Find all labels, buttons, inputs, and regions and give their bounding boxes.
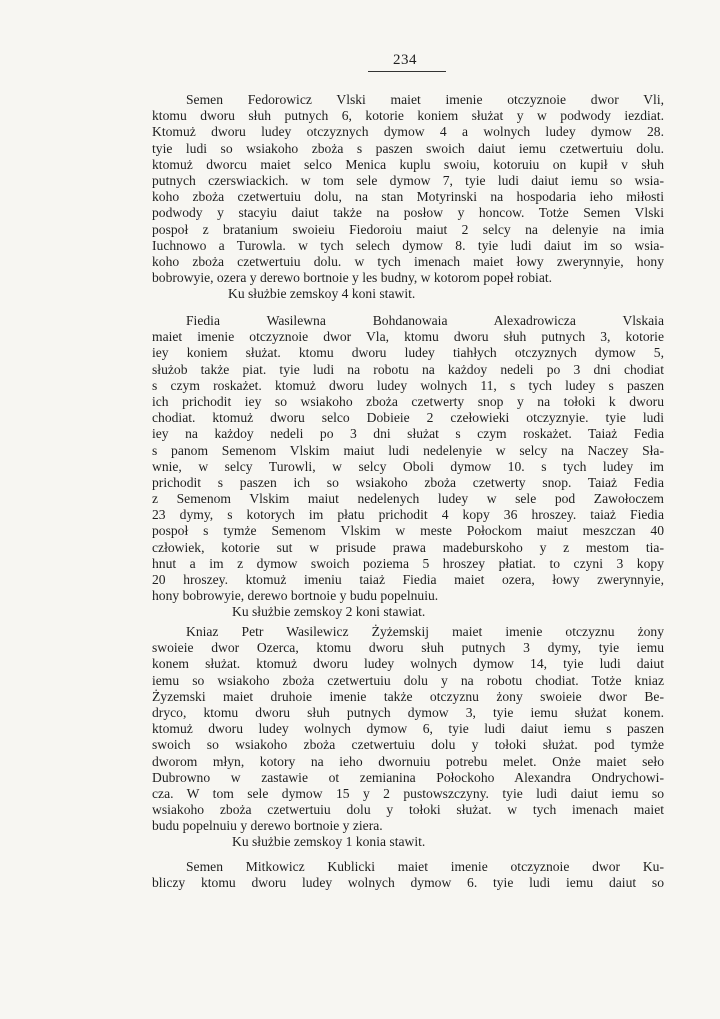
service-line: Ku służbie zemskoy 2 koni stawiat. — [232, 604, 426, 620]
text-line: ktomuż dworu ludey wolnych dymow 6, tyie ludi daiut iemu s paszen — [152, 721, 664, 737]
text-line: konem służat. ktomuż dworu ludey wolnych dymow 14, tyie ludi daiut — [152, 656, 664, 672]
text-line: koho zboża czetwertuiu dolu. w tych imenach maiet łowy zwerynnyie, hony — [152, 253, 664, 269]
text-line: Kniaz Petr Wasilewicz Żyżemskij maiet imenie otczyznu żony — [186, 624, 664, 639]
page-number: 234 — [393, 52, 417, 68]
text-line: iey koniem służat. ktomu dworu ludey tiahłych otczyznych dymow 5, — [152, 345, 664, 361]
text-line: koho zboża czetwertuiu dolu, na stan Motyrinski na hospodaria ieho miłosti — [152, 189, 664, 205]
text-line: Fiedia Wasilewna Bohdanowaia Alexadrowicza Vlskaia — [186, 313, 664, 328]
text-line: 23 dymy, s kotorych im płatu prichodit 4 kopy 36 hroszey. taiaż Fiedia — [152, 507, 664, 523]
text-line: iey na każdoy nedeli po 3 dni służat s czym roskażet. Taiaż Fedia — [152, 426, 664, 442]
text-line: Dubrowno w zastawie ot zemianina Połockoho Alexandra Ondrychowi- — [152, 769, 664, 785]
service-line: Ku służbie zemskoy 1 konia stawit. — [232, 834, 426, 850]
text-line: swoieie dwor Ozerca, ktomu dworu słuh putnych 3 dymy, tyie iemu — [152, 640, 664, 656]
text-line: pospoł z bratanium swoieiu Fiedoroiu maiut 2 selcy na delenyie na imia — [152, 221, 664, 237]
text-line: s panom Semenom Vlskim maiut ludi nedelenyie w selcy na Naczey Sła- — [152, 442, 664, 458]
text-line: służob także piat. tyie ludi na robotu na każdoy nedeli po 3 dni chodiat — [152, 361, 664, 377]
text-line: putnych czerswiackich. w tom sele dymow 7, tyie ludi daiut iemu so wsia- — [152, 172, 664, 188]
text-line: bliczy ktomu dworu ludey wolnych dymow 6. tyie ludi iemu daiut so — [152, 875, 664, 891]
text-line: swoich so wsiakoho zboża czetwertuiu dolu y tołoki służat. pod tymże — [152, 737, 664, 753]
text-line: chodiat. ktomuż dworu selco Dobieie 2 czełowieki otczyznyie. tyie ludi — [152, 410, 664, 426]
text-line: tyie ludi so wsiakoho zboża s paszen swoich daiut iemu czetwertuiu dolu. — [152, 140, 664, 156]
text-line: dryco, ktomu dworu słuh putnych dymow 3, tyie iemu służat konem. — [152, 704, 664, 720]
paragraph-kniaz-zyzemskij — [152, 624, 664, 851]
text-line: hnut a im z dymow swoich poziema 5 hroszey płatiat. to czyni 3 kopy — [152, 555, 664, 571]
text-line: 20 hroszey. ktomuż imeniu taiaż Fiedia maiet ozera, łowy zwerynnyie, — [152, 572, 664, 587]
text-line: iemu so wsiakoho zboża czetwertuiu dolu y na robotu chodiat. Totże kniaz — [152, 672, 664, 688]
text-line: ich prichodit iey so wsiakoho zboża czetwerty snop y na tołoki k dworu — [152, 393, 664, 409]
text-line: pospoł s tymże Semenom Vlskim w meste Połockom maiut meszczan 40 — [152, 523, 664, 539]
text-line: bobrowyie, ozera y derewo bortnoie y les budny, w kotorom popeł robiat. — [152, 270, 553, 286]
text-line: budu popelnuiu y derewo bortnoie y ziera. — [152, 818, 383, 834]
text-line: Iuchnowo a Turowla. w tych selech dymow 8. tyie ludi daiut im so wsia- — [152, 237, 664, 253]
text-line: człowiek, kotorie sut w prisude prawa madeburskoho y z mestom tia- — [152, 539, 664, 555]
text-line: z Semenom Vlskim maiut nedelenych ludey w sele pod Zawołoczem — [152, 491, 664, 507]
paragraph-semen-vlski — [152, 92, 664, 302]
text-line: hony bobrowyie, derewo bortnoie y budu popelnuiu. — [152, 588, 439, 604]
text-line: wsiakoho zboża czetwertuiu dolu y tołoki służat. w tych imenach maiet — [152, 802, 664, 818]
text-line: ktomu dworu słuh putnych 6, kotorie koniem służat y w podwody iezdiat. — [152, 108, 664, 124]
text-line: Semen Mitkowicz Kublicki maiet imenie otczyznoie dwor Ku- — [186, 859, 664, 874]
text-line: podwody y stacyiu daiut także na posłow y honcow. Totże Semen Vlski — [152, 205, 664, 221]
paragraph-fiedia-vlskaia — [152, 313, 664, 621]
text-line: s czym roskażet. ktomuż dworu ludey wolnych 11, s tych ludey s paszen — [152, 377, 664, 393]
text-line: Semen Fedorowicz Vlski maiet imenie otczyznoie dwor Vli, — [186, 92, 664, 107]
paragraph-semen-kublicki — [152, 859, 664, 891]
page-number-underline — [368, 71, 446, 72]
text-line: Ktomuż dworu ludey otczyznych dymow 4 a wolnych ludey dymow 28. — [152, 124, 664, 140]
text-line: wnie, w selcy Turowli, w selcy Oboli dymow 10. s tych ludey im — [152, 458, 664, 474]
text-line: prichodit s paszen ich so wsiakoho zboża czetwerty snop. Taiaż Fedia — [152, 474, 664, 490]
text-line: dworom młyn, kotory na ieho dwornuiu potrebu melet. Onże maiet seło — [152, 753, 664, 769]
text-line: maiet imenie otczyznoie dwor Vla, ktomu dworu słuh putnych 3, kotorie — [152, 329, 664, 345]
text-line: ktomuż dworcu maiet selco Menica kuplu swoiu, kotoruiu on kupił v słuh — [152, 156, 664, 172]
text-line: cza. W tom sele dymow 15 y 2 pustowszczyny. tyie ludi daiut iemu so — [152, 785, 664, 801]
service-line: Ku służbie zemskoy 4 koni stawit. — [228, 286, 416, 302]
text-line: Żyzemski maiet druhoie imenie także otczyznu żony swoieie dwor Be- — [152, 688, 664, 704]
